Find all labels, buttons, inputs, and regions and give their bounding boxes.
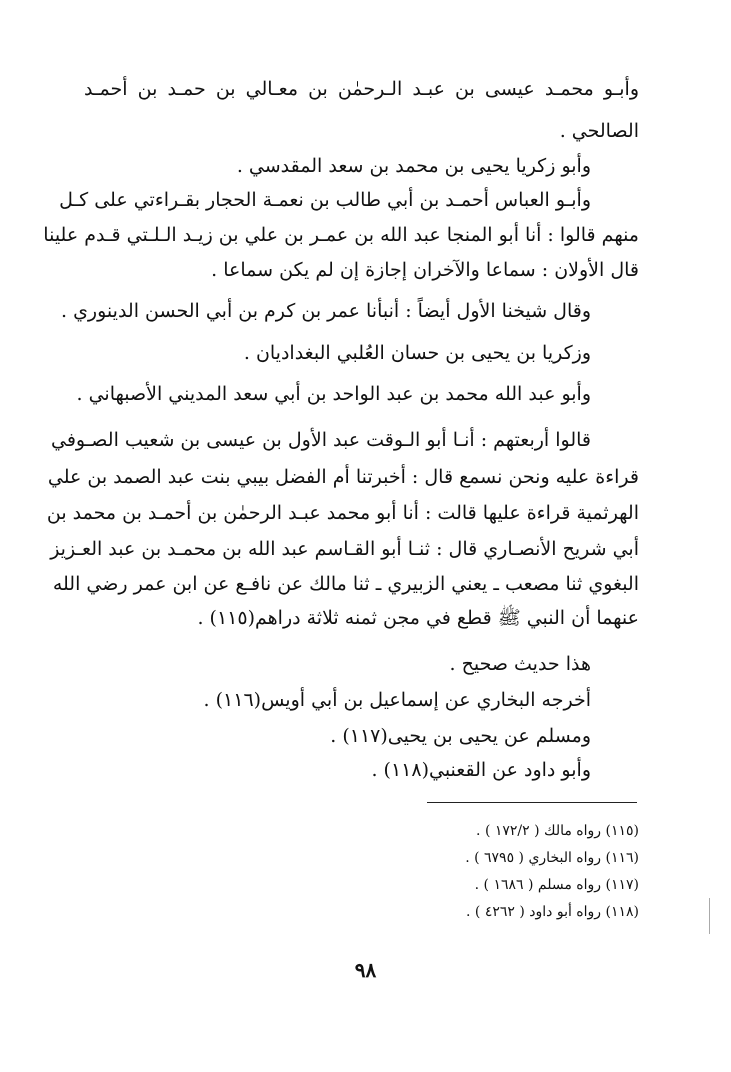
text-line-17: أخرجه البخاري عن إسماعيل بن أبي أويس(١١٦) . [203,689,591,711]
page-number: ٩٨ [354,958,377,982]
text-line-5: منهم قالوا : أنا أبو المنجا عبد الله بن عمـر بن علي بن زيـد الـلـتي قـدم علينا [43,224,639,246]
text-line-13: أبي شريح الأنصـاري قال : ثنـا أبو القـاسم عبد الله بن محمـد بن عبد العـزيز [50,538,639,560]
text-line-10: قالوا أربعتهم : أنـا أبو الـوقت عبد الأول بن عيسى بن شعيب الصـوفي [51,429,591,451]
footnote-118: (١١٨) رواه أبو داود ( ٤٢٦٢ ) . [466,904,639,920]
margin-mark [709,898,710,934]
footnote-divider [427,802,637,803]
text-line-3: وأبو زكريا يحيى بن محمد بن سعد المقدسي . [236,155,591,177]
text-line-12: الهرثمية قراءة عليها قالت : أنا أبو محمد عبـد الرحمٰن بن أحمـد بن محمد بن [46,502,639,524]
text-line-14: البغوي ثنا مصعب ـ يعني الزبيري ـ ثنا مالك عن نافـع عن ابن عمر رضي الله [52,573,639,595]
text-line-16: هذا حديث صحيح . [449,653,591,675]
text-line-19: وأبو داود عن القعنبي(١١٨) . [371,759,591,781]
footnote-117: (١١٧) رواه مسلم ( ١٦٨٦ ) . [474,877,639,893]
text-line-15: عنهما أن النبي ﷺ قطع في مجن ثمنه ثلاثة دراهم(١١٥) . [197,607,639,629]
text-line-18: ومسلم عن يحيى بن يحيى(١١٧) . [330,725,591,747]
text-line-4: وأبـو العباس أحمـد بن أبي طالب بن نعمـة الحجار بقـراءتي على كـل [59,189,591,211]
text-line-6: قال الأولان : سماعا والآخران إجازة إن لم يكن سماعا . [211,259,639,281]
text-line-2: الصالحي . [559,120,639,142]
text-line-1: وأبـو محمـد عيسى بن عبـد الـرحمٰن بن معـالي بن حمـد بن أحمـد [84,78,639,100]
text-line-9: وأبو عبد الله محمد بن عبد الواحد بن أبي سعد المديني الأصبهاني . [76,383,591,405]
footnote-116: (١١٦) رواه البخاري ( ٦٧٩٥ ) . [465,850,639,866]
footnote-115: (١١٥) رواه مالك ( ١٧٢/٢ ) . [476,823,639,839]
text-line-7: وقال شيخنا الأول أيضاً : أنبأنا عمر بن كرم بن أبي الحسن الدينوري . [60,300,591,322]
text-line-11: قراءة عليه ونحن نسمع قال : أخبرتنا أم الفضل بيبي بنت عبد الصمد بن علي [47,466,639,488]
text-line-8: وزكريا بن يحيى بن حسان العُلبي البغداديان . [243,342,591,364]
